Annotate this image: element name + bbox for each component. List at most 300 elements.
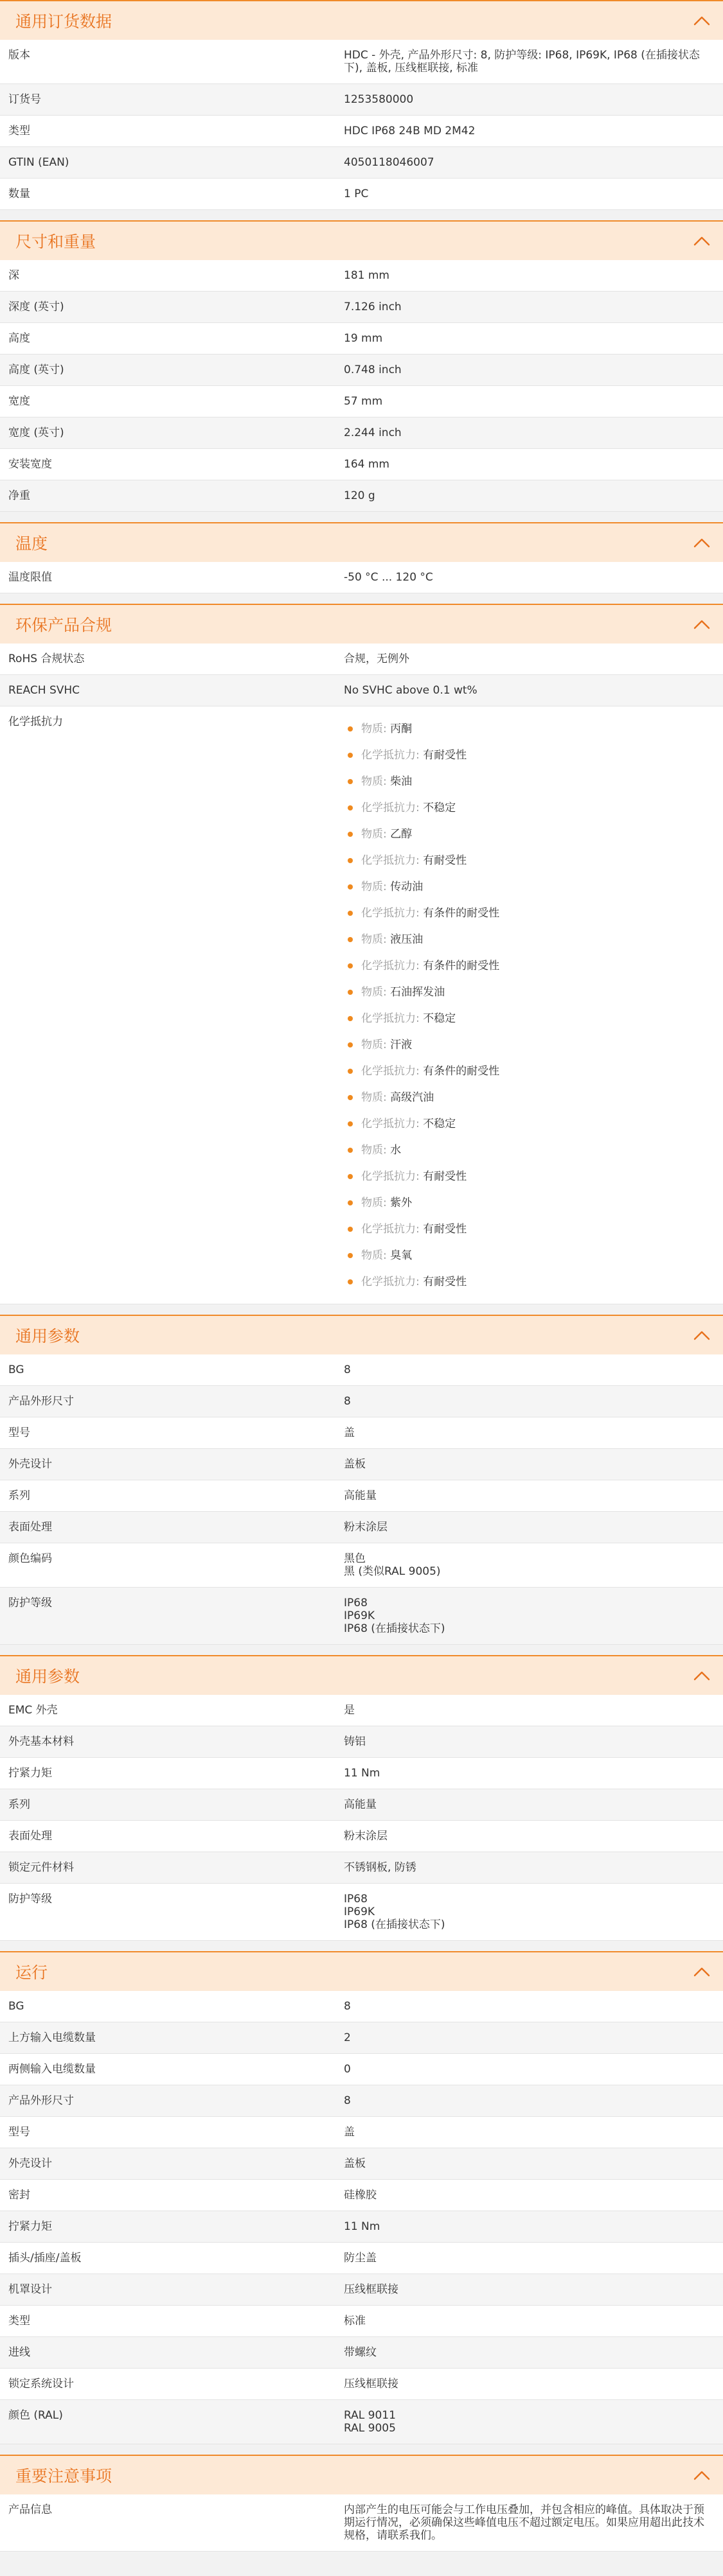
chemical-key: 物质:	[361, 1196, 387, 1209]
chemical-value: 有耐受性	[423, 854, 467, 867]
spec-row	[0, 1480, 723, 1512]
chemical-list-item	[344, 1084, 710, 1110]
chemical-list-item	[344, 715, 710, 742]
spec-value-line: RAL 9011	[344, 2409, 396, 2422]
spec-row	[0, 2337, 723, 2369]
spec-value-line: 合规，无例外	[344, 653, 409, 665]
chemical-value: 有条件的耐受性	[423, 906, 500, 920]
chemical-key: 化学抵抗力:	[361, 1275, 420, 1288]
chemical-key: 物质:	[361, 722, 387, 735]
spec-row	[0, 1695, 723, 1726]
spec-row	[0, 1512, 723, 1543]
spec-value	[344, 1830, 723, 1843]
spec-value-line: 黑色	[344, 1552, 366, 1565]
spec-row	[0, 2306, 723, 2337]
spec-value-line: 粉末涂层	[344, 1830, 388, 1843]
spec-row	[0, 260, 723, 292]
spec-row	[0, 355, 723, 386]
spec-row	[0, 2117, 723, 2148]
spec-value	[344, 571, 723, 584]
spec-value-line: 是	[344, 1704, 355, 1717]
bullet-icon	[348, 832, 353, 837]
spec-label: 安装宽度	[8, 458, 52, 471]
section-header[interactable]	[0, 1655, 723, 1695]
chemical-value: 传动油	[390, 880, 424, 893]
spec-row	[0, 2211, 723, 2243]
spec-value-line: 0.748 inch	[344, 364, 402, 376]
chevron-up-icon[interactable]	[693, 2470, 710, 2480]
spec-label: 拧紧力矩	[8, 1767, 52, 1780]
chemical-value: 不稳定	[423, 801, 456, 814]
spec-row	[0, 2400, 723, 2444]
chemical-key: 物质:	[361, 1038, 387, 1051]
spec-row	[0, 116, 723, 147]
spec-label: 化学抵抗力	[8, 715, 63, 728]
section-title: 尺寸和重量	[15, 232, 96, 251]
chemical-list-item	[344, 1137, 710, 1163]
spec-value	[344, 2157, 723, 2170]
spec-value	[344, 332, 723, 345]
section-header[interactable]	[0, 1315, 723, 1354]
chemical-key: 物质:	[361, 1091, 387, 1104]
chemical-key: 化学抵抗力:	[361, 1064, 420, 1078]
spec-label: 型号	[8, 2126, 30, 2139]
spec-section	[0, 2455, 723, 2552]
chemical-key: 化学抵抗力:	[361, 854, 420, 867]
spec-value	[344, 715, 723, 1295]
chemical-value: 不稳定	[423, 1117, 456, 1130]
chemical-value: 有耐受性	[423, 748, 467, 762]
bullet-icon	[348, 726, 353, 732]
spec-value-line: 高能量	[344, 1489, 377, 1502]
spec-value-line: 11 Nm	[344, 1767, 380, 1780]
chemical-list-item	[344, 1216, 710, 1242]
spec-value	[344, 2094, 723, 2107]
chemical-value: 不稳定	[423, 1012, 456, 1025]
spec-label: 密封	[8, 2189, 30, 2202]
spec-value-line: 8	[344, 2000, 351, 2013]
spec-section	[0, 1951, 723, 2444]
section-header[interactable]	[0, 220, 723, 260]
chemical-list-item	[344, 794, 710, 821]
spec-value-line: 8	[344, 1363, 351, 1376]
spec-value-line: 硅橡胶	[344, 2189, 377, 2202]
spec-row	[0, 644, 723, 675]
chemical-value: 有耐受性	[423, 1222, 467, 1236]
spec-value	[344, 1426, 723, 1439]
spec-value-line: IP68 (在插接状态下)	[344, 1918, 445, 1931]
spec-value	[344, 1458, 723, 1471]
chevron-up-icon[interactable]	[693, 1967, 710, 1977]
spec-label: 宽度 (英寸)	[8, 426, 64, 439]
spec-section	[0, 604, 723, 1304]
spec-label: 系列	[8, 1489, 30, 1502]
spec-row	[0, 2022, 723, 2054]
spec-row	[0, 292, 723, 323]
spec-value	[344, 93, 723, 106]
spec-value	[344, 1597, 723, 1635]
chemical-value: 高级汽油	[390, 1091, 434, 1104]
spec-value	[344, 125, 723, 137]
spec-value-line: 防尘盖	[344, 2252, 377, 2265]
chemical-key: 化学抵抗力:	[361, 801, 420, 814]
spec-value-line: 1 PC	[344, 188, 369, 200]
spec-value-line: 120 g	[344, 489, 375, 502]
spec-value-line: 164 mm	[344, 458, 389, 471]
spec-value	[344, 2063, 723, 2076]
spec-value	[344, 2126, 723, 2139]
section-header[interactable]	[0, 604, 723, 644]
spec-section	[0, 220, 723, 512]
spec-label: BG	[8, 2000, 24, 2013]
chemical-list-item	[344, 1189, 710, 1216]
spec-label: 型号	[8, 1426, 30, 1439]
spec-label: 高度 (英寸)	[8, 364, 64, 376]
chemical-list-item	[344, 952, 710, 979]
spec-label: 数量	[8, 188, 30, 200]
spec-label: 机罩设计	[8, 2283, 52, 2296]
spec-row	[0, 147, 723, 179]
spec-value-line: IP69K	[344, 1906, 375, 1918]
spec-label: 类型	[8, 2315, 30, 2327]
spec-value-line: 2	[344, 2031, 351, 2044]
chemical-list-item	[344, 1110, 710, 1137]
spec-value-line: 压线框联接	[344, 2378, 398, 2390]
spec-row	[0, 417, 723, 449]
spec-value-line: -50 °C ... 120 °C	[344, 571, 433, 584]
chemical-list-item	[344, 742, 710, 768]
spec-value-line: 8	[344, 1395, 351, 1408]
chemical-value: 有耐受性	[423, 1275, 467, 1288]
spec-value	[344, 653, 723, 665]
spec-row	[0, 1449, 723, 1480]
spec-row	[0, 1852, 723, 1884]
bullet-icon	[348, 1253, 353, 1258]
bullet-icon	[348, 937, 353, 942]
spec-row	[0, 1354, 723, 1386]
bullet-icon	[348, 1069, 353, 1074]
spec-row	[0, 1588, 723, 1645]
spec-label: 颜色 (RAL)	[8, 2409, 63, 2422]
bullet-icon	[348, 1148, 353, 1153]
chevron-up-icon[interactable]	[693, 619, 710, 629]
spec-row	[0, 449, 723, 480]
spec-row	[0, 562, 723, 593]
spec-label: BG	[8, 1363, 24, 1376]
bullet-icon	[348, 805, 353, 810]
spec-label: 外壳设计	[8, 2157, 52, 2170]
chemical-key: 化学抵抗力:	[361, 748, 420, 762]
spec-value-line: 压线框联接	[344, 2283, 398, 2296]
spec-value	[344, 301, 723, 313]
spec-label: 产品外形尺寸	[8, 1395, 74, 1408]
chemical-key: 物质:	[361, 880, 387, 893]
spec-value	[344, 1363, 723, 1376]
spec-value	[344, 2189, 723, 2202]
spec-value-line: 内部产生的电压可能会与工作电压叠加，并包含相应的峰值。具体取决于预期运行情况，必须确保这些峰值电压不超过额定电压。如果应用超出此技术规格，请联系我们。	[344, 2503, 704, 2542]
spec-value-line: HDC - 外壳, 产品外形尺寸: 8, 防护等级: IP68, IP69K, IP68 (在插接状态下), 盖板, 压线框联接, 标准	[344, 49, 700, 74]
chemical-value: 臭氧	[390, 1249, 413, 1262]
chemical-list-item	[344, 900, 710, 926]
spec-row	[0, 179, 723, 210]
section-title: 运行	[15, 1963, 48, 1982]
spec-value-line: 盖	[344, 1426, 355, 1439]
chevron-up-icon[interactable]	[693, 236, 710, 246]
spec-value-line: 标准	[344, 2315, 366, 2327]
bullet-icon	[348, 779, 353, 784]
spec-label: EMC 外壳	[8, 1704, 58, 1717]
chemical-value: 有耐受性	[423, 1170, 467, 1183]
chemical-key: 化学抵抗力:	[361, 1012, 420, 1025]
spec-value	[344, 684, 723, 697]
spec-value	[344, 458, 723, 471]
section-header[interactable]	[0, 522, 723, 562]
spec-value	[344, 2315, 723, 2327]
chemical-list-item	[344, 926, 710, 952]
spec-label: 表面处理	[8, 1830, 52, 1843]
spec-value-line: 8	[344, 2094, 351, 2107]
section-title: 温度	[15, 534, 48, 553]
spec-value-line: 181 mm	[344, 269, 389, 282]
bullet-icon	[348, 1174, 353, 1179]
bullet-icon	[348, 963, 353, 968]
spec-row	[0, 1821, 723, 1852]
chemical-resistance-list	[344, 715, 710, 1295]
spec-row	[0, 1991, 723, 2022]
spec-label: 类型	[8, 125, 30, 137]
spec-label: 高度	[8, 332, 30, 345]
spec-label: 防护等级	[8, 1597, 52, 1609]
chemical-list-item	[344, 1005, 710, 1031]
spec-value	[344, 2031, 723, 2044]
chemical-value: 乙醇	[390, 827, 413, 841]
spec-value	[344, 364, 723, 376]
bullet-icon	[348, 1042, 353, 1047]
spec-label: 插头/插座/盖板	[8, 2252, 82, 2265]
spec-label: GTIN (EAN)	[8, 156, 69, 169]
spec-value	[344, 156, 723, 169]
spec-row	[0, 2085, 723, 2117]
chemical-value: 水	[390, 1143, 402, 1157]
bullet-icon	[348, 1200, 353, 1205]
spec-value-line: 57 mm	[344, 395, 383, 408]
spec-value	[344, 2220, 723, 2233]
spec-row	[0, 2274, 723, 2306]
spec-value-line: No SVHC above 0.1 wt%	[344, 684, 478, 697]
spec-value	[344, 1704, 723, 1717]
spec-label: 上方输入电缆数量	[8, 2031, 96, 2044]
spec-row	[0, 323, 723, 355]
spec-label: 系列	[8, 1798, 30, 1811]
chemical-list-item	[344, 1058, 710, 1084]
chevron-up-icon[interactable]	[693, 538, 710, 548]
chemical-list-item	[344, 1031, 710, 1058]
bullet-icon	[348, 1016, 353, 1021]
spec-value	[344, 2283, 723, 2296]
chemical-list-item	[344, 768, 710, 794]
chevron-up-icon[interactable]	[693, 15, 710, 26]
spec-value	[344, 1767, 723, 1780]
spec-label: 温度限值	[8, 571, 52, 584]
spec-value-line: 铸铝	[344, 1735, 366, 1748]
spec-value-line: 1253580000	[344, 93, 414, 106]
spec-label: 进线	[8, 2346, 30, 2359]
spec-value	[344, 1735, 723, 1748]
bullet-icon	[348, 1227, 353, 1232]
section-header[interactable]	[0, 0, 723, 40]
spec-section	[0, 0, 723, 210]
spec-label: 拧紧力矩	[8, 2220, 52, 2233]
chemical-list-item	[344, 979, 710, 1005]
spec-value-line: 带螺纹	[344, 2346, 377, 2359]
chemical-list-item	[344, 1268, 710, 1295]
spec-value-line: 高能量	[344, 1798, 377, 1811]
section-title: 通用参数	[15, 1327, 80, 1345]
spec-label: 锁定元件材料	[8, 1861, 74, 1874]
spec-value	[344, 2346, 723, 2359]
spec-value-line: RAL 9005	[344, 2422, 396, 2435]
spec-label: 深度 (英寸)	[8, 301, 64, 313]
spec-label: 订货号	[8, 93, 41, 106]
chemical-key: 化学抵抗力:	[361, 906, 420, 920]
chemical-key: 物质:	[361, 933, 387, 946]
spec-value-line: 盖	[344, 2126, 355, 2139]
spec-row	[0, 1758, 723, 1789]
chemical-value: 汗液	[390, 1038, 413, 1051]
chemical-value: 柴油	[390, 775, 413, 788]
spec-value	[344, 1552, 723, 1578]
spec-value	[344, 1521, 723, 1534]
spec-value-line: 0	[344, 2063, 351, 2076]
bullet-icon	[348, 990, 353, 995]
chevron-up-icon[interactable]	[693, 1670, 710, 1681]
spec-row	[0, 480, 723, 512]
bullet-icon	[348, 911, 353, 916]
spec-value	[344, 2378, 723, 2390]
spec-value-line: 7.126 inch	[344, 301, 402, 313]
spec-value	[344, 1395, 723, 1408]
chemical-key: 物质:	[361, 1143, 387, 1157]
spec-value-line: 盖板	[344, 1458, 366, 1471]
spec-value-line: IP68	[344, 1893, 368, 1906]
spec-value-line: 粉末涂层	[344, 1521, 388, 1534]
spec-row	[0, 1884, 723, 1941]
spec-row	[0, 1543, 723, 1588]
spec-row	[0, 2369, 723, 2400]
spec-value	[344, 49, 723, 74]
spec-value-line: 2.244 inch	[344, 426, 402, 439]
spec-value-line: 11 Nm	[344, 2220, 380, 2233]
spec-label: REACH SVHC	[8, 684, 80, 697]
spec-value-line: 盖板	[344, 2157, 366, 2170]
bullet-icon	[348, 858, 353, 863]
chemical-value: 石油挥发油	[390, 985, 445, 999]
chemical-key: 物质:	[361, 775, 387, 788]
spec-row	[0, 1417, 723, 1449]
chemical-key: 化学抵抗力:	[361, 959, 420, 972]
spec-value	[344, 489, 723, 502]
spec-value	[344, 2409, 723, 2435]
spec-label: 宽度	[8, 395, 30, 408]
spec-row	[0, 2054, 723, 2085]
spec-value-line: IP68 (在插接状态下)	[344, 1622, 445, 1635]
spec-row	[0, 1789, 723, 1821]
chemical-key: 物质:	[361, 985, 387, 999]
spec-label: 深	[8, 269, 19, 282]
spec-value-line: 4050118046007	[344, 156, 434, 169]
spec-value	[344, 188, 723, 200]
spec-section	[0, 1315, 723, 1645]
spec-value	[344, 1798, 723, 1811]
spec-section	[0, 1655, 723, 1941]
spec-value	[344, 1893, 723, 1931]
chemical-value: 丙酮	[390, 722, 413, 735]
chemical-value: 有条件的耐受性	[423, 959, 500, 972]
bullet-icon	[348, 884, 353, 889]
spec-value	[344, 426, 723, 439]
spec-row	[0, 2243, 723, 2274]
spec-label: 外壳设计	[8, 1458, 52, 1471]
spec-row	[0, 2180, 723, 2211]
chemical-list-item	[344, 1242, 710, 1268]
spec-label: 防护等级	[8, 1893, 52, 1906]
chevron-up-icon[interactable]	[693, 1330, 710, 1340]
chemical-value: 紫外	[390, 1196, 413, 1209]
spec-value-line: HDC IP68 24B MD 2M42	[344, 125, 476, 137]
spec-label: 锁定系统设计	[8, 2378, 74, 2390]
spec-row	[0, 2148, 723, 2180]
chemical-value: 液压油	[390, 933, 424, 946]
bullet-icon	[348, 1121, 353, 1126]
section-header[interactable]	[0, 1951, 723, 1991]
spec-row	[0, 386, 723, 417]
chemical-key: 化学抵抗力:	[361, 1117, 420, 1130]
chemical-list-item	[344, 1163, 710, 1189]
section-title: 通用参数	[15, 1667, 80, 1686]
spec-label: 产品外形尺寸	[8, 2094, 74, 2107]
chemical-key: 化学抵抗力:	[361, 1170, 420, 1183]
spec-row	[0, 84, 723, 116]
spec-value-line: 19 mm	[344, 332, 383, 345]
spec-label: 产品信息	[8, 2503, 52, 2516]
spec-row	[0, 2494, 723, 2552]
spec-value-line: 黑 (类似RAL 9005)	[344, 1565, 441, 1578]
spec-value-line: 不锈钢板, 防锈	[344, 1861, 416, 1874]
spec-value	[344, 269, 723, 282]
chemical-list-item	[344, 873, 710, 900]
spec-value-line: IP69K	[344, 1609, 375, 1622]
spec-label: RoHS 合规状态	[8, 653, 85, 665]
spec-label: 净重	[8, 489, 30, 502]
spec-label: 颜色编码	[8, 1552, 52, 1565]
bullet-icon	[348, 753, 353, 758]
chemical-list-item	[344, 821, 710, 847]
spec-label: 两侧输入电缆数量	[8, 2063, 96, 2076]
spec-value	[344, 2000, 723, 2013]
spec-row	[0, 706, 723, 1304]
chemical-list-item	[344, 847, 710, 873]
chemical-key: 物质:	[361, 1249, 387, 1262]
bullet-icon	[348, 1279, 353, 1284]
section-header[interactable]	[0, 2455, 723, 2494]
spec-value	[344, 2503, 723, 2542]
chemical-key: 物质:	[361, 827, 387, 841]
chemical-value: 有条件的耐受性	[423, 1064, 500, 1078]
section-title: 重要注意事项	[15, 2467, 112, 2485]
spec-label: 表面处理	[8, 1521, 52, 1534]
chemical-key: 化学抵抗力:	[361, 1222, 420, 1236]
spec-row	[0, 1726, 723, 1758]
